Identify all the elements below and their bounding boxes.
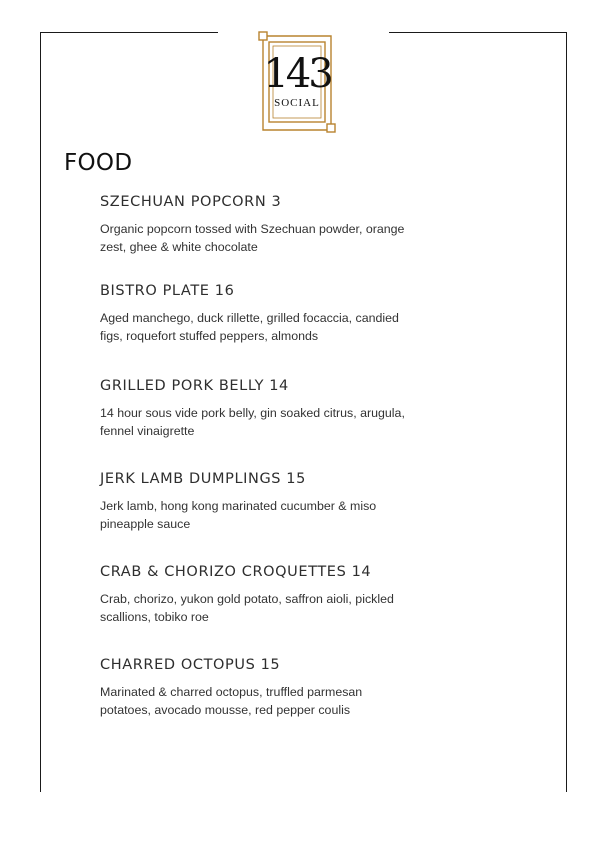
- logo-word: SOCIAL: [274, 97, 320, 109]
- menu-item-description: Jerk lamb, hong kong marinated cucumber & miso pineapple sauce: [100, 499, 377, 531]
- menu-item: [100, 563, 430, 626]
- menu-item-description: 14 hour sous vide pork belly, gin soaked citrus, arugula, fennel vinaigrette: [100, 406, 405, 438]
- menu-item-description: Organic popcorn tossed with Szechuan powder, orange zest, ghee & white chocolate: [100, 222, 405, 254]
- menu-item: [100, 193, 430, 256]
- menu-item-description: Marinated & charred octopus, truffled parmesan potatoes, avocado mousse, red pepper coulis: [100, 685, 363, 717]
- logo-number: 143: [263, 51, 331, 97]
- menu-item-name: CHARRED OCTOPUS 15: [100, 657, 281, 673]
- section-title: FOOD: [64, 150, 133, 176]
- menu-item-name: BISTRO PLATE 16: [100, 283, 235, 299]
- frame-top-right: [389, 32, 567, 33]
- menu-item: [100, 470, 430, 533]
- menu-item-name: CRAB & CHORIZO CROQUETTES 14: [100, 564, 372, 580]
- frame-left: [40, 32, 41, 792]
- menu-item-name: GRILLED PORK BELLY 14: [100, 378, 289, 394]
- logo: [257, 30, 337, 134]
- menu-item-description: Crab, chorizo, yukon gold potato, saffron aioli, pickled scallions, tobiko roe: [100, 592, 394, 624]
- menu-item: [100, 656, 430, 719]
- menu-item-name: JERK LAMB DUMPLINGS 15: [100, 471, 306, 487]
- menu-items-list: [100, 193, 430, 745]
- frame-top-left: [40, 32, 218, 33]
- menu-item: [100, 377, 430, 440]
- menu-item-description: Aged manchego, duck rillette, grilled focaccia, candied figs, roquefort stuffed peppers, almonds: [100, 311, 399, 343]
- menu-item-name: SZECHUAN POPCORN 3: [100, 194, 282, 210]
- menu-item: [100, 282, 430, 345]
- frame-right: [566, 32, 567, 792]
